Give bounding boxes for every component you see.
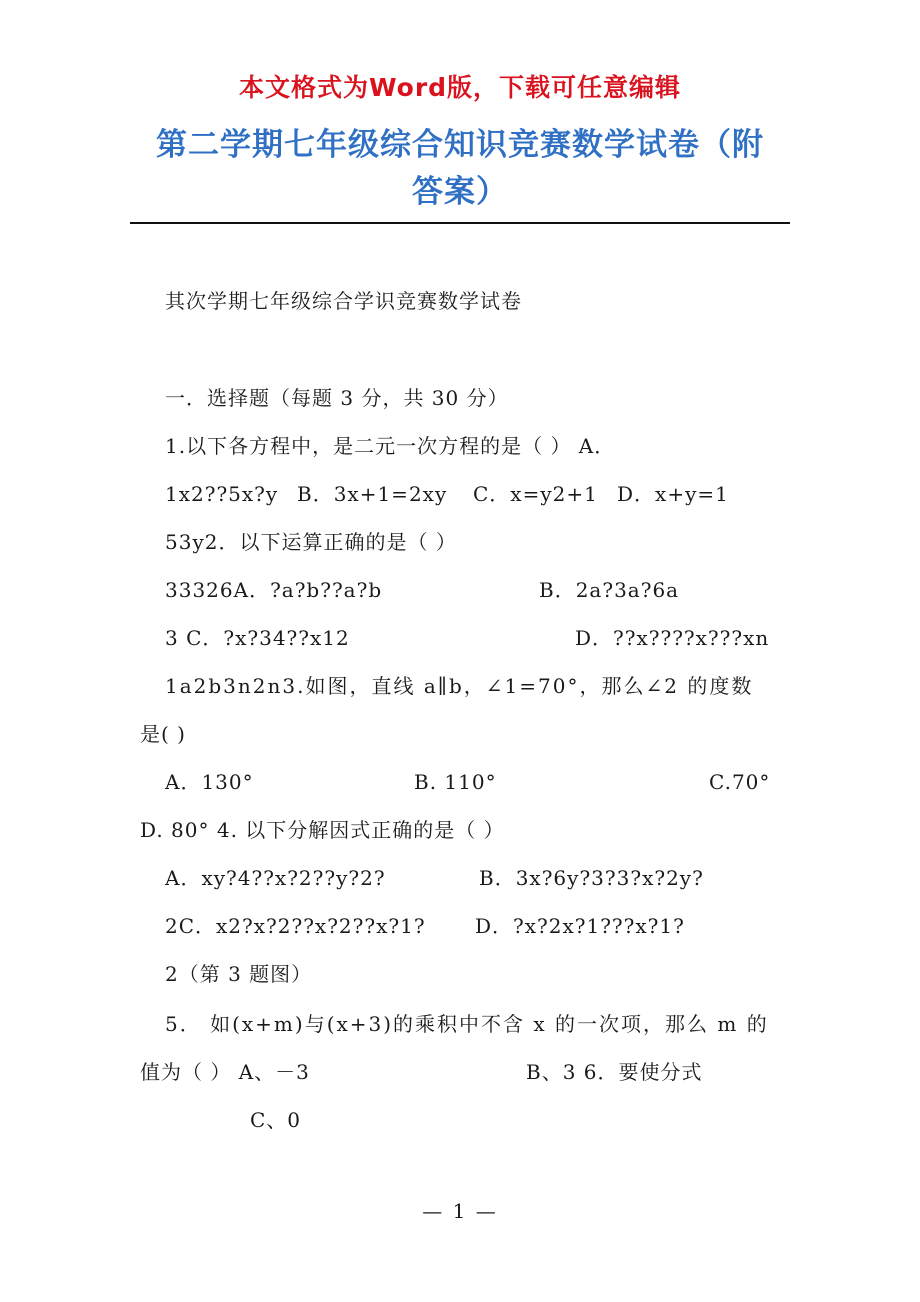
download-banner: 本文格式为Word版，下载可任意编辑 [238,73,682,102]
question-3-stem-cont: 是( ) [140,722,186,746]
q2-option-a: 33326A．?a?b??a?b [165,578,383,602]
title-line-1: 第二学期七年级综合知识竞赛数学试卷（附 [156,127,764,163]
title-divider [130,222,790,224]
exam-subtitle: 其次学期七年级综合学识竞赛数学试卷 [165,289,522,313]
question-1-stem: 1.以下各方程中，是二元一次方程的是（ ） A． [165,434,616,458]
q3-option-c: C.70° [709,770,771,794]
q3-option-d-and-question-4: D. 80° 4. 以下分解因式正确的是（ ） [140,818,505,842]
question-5-stem: 5． 如(x+m)与(x+3)的乘积中不含 x 的一次项，那么 m 的 [165,1012,769,1036]
title-line-2: 答案） [412,174,508,210]
q2-option-d: D．??x????x???xn [575,626,770,650]
figure-caption: 2（第 3 题图） [165,962,313,986]
question-5-stem-cont: 值为（ ） A、－3 [140,1060,310,1084]
question-3-stem: 1a2b3n2n3.如图，直线 a∥b，∠1=70°，那么∠2 的度数 [165,674,754,698]
q4-option-c: 2C．x2?x?2??x?2??x?1? [165,914,426,938]
q1-option-d: D．x+y=1 [617,482,729,506]
q3-option-a: A．130° [165,770,254,794]
question-2-stem: 53y2．以下运算正确的是（ ） [165,530,457,554]
q1-option-c: C．x=y2+1 [473,482,598,506]
q4-option-a: A．xy?4??x?2??y?2? [165,866,386,890]
q1-option-a-rest: 1x2??5x?y [165,482,279,506]
q3-option-b: B. 110° [414,770,497,794]
q1-option-b: B．3x+1=2xy [297,482,448,506]
document-title [130,122,790,216]
q4-option-d: D．?x?2x?1???x?1? [475,914,685,938]
q5-option-b-and-question-6: B、3 6．要使分式 [526,1060,703,1084]
q5-option-c: C、0 [250,1108,302,1132]
q4-option-b: B．3x?6y?3?3?x?2y? [479,866,704,890]
q2-option-c: 3 C．?x?34??x12 [165,626,350,650]
q2-option-b: B．2a?3a?6a [539,578,680,602]
section-heading: 一．选择题（每题 3 分，共 30 分） [165,386,509,410]
page-number: — 1 — [422,1199,498,1223]
